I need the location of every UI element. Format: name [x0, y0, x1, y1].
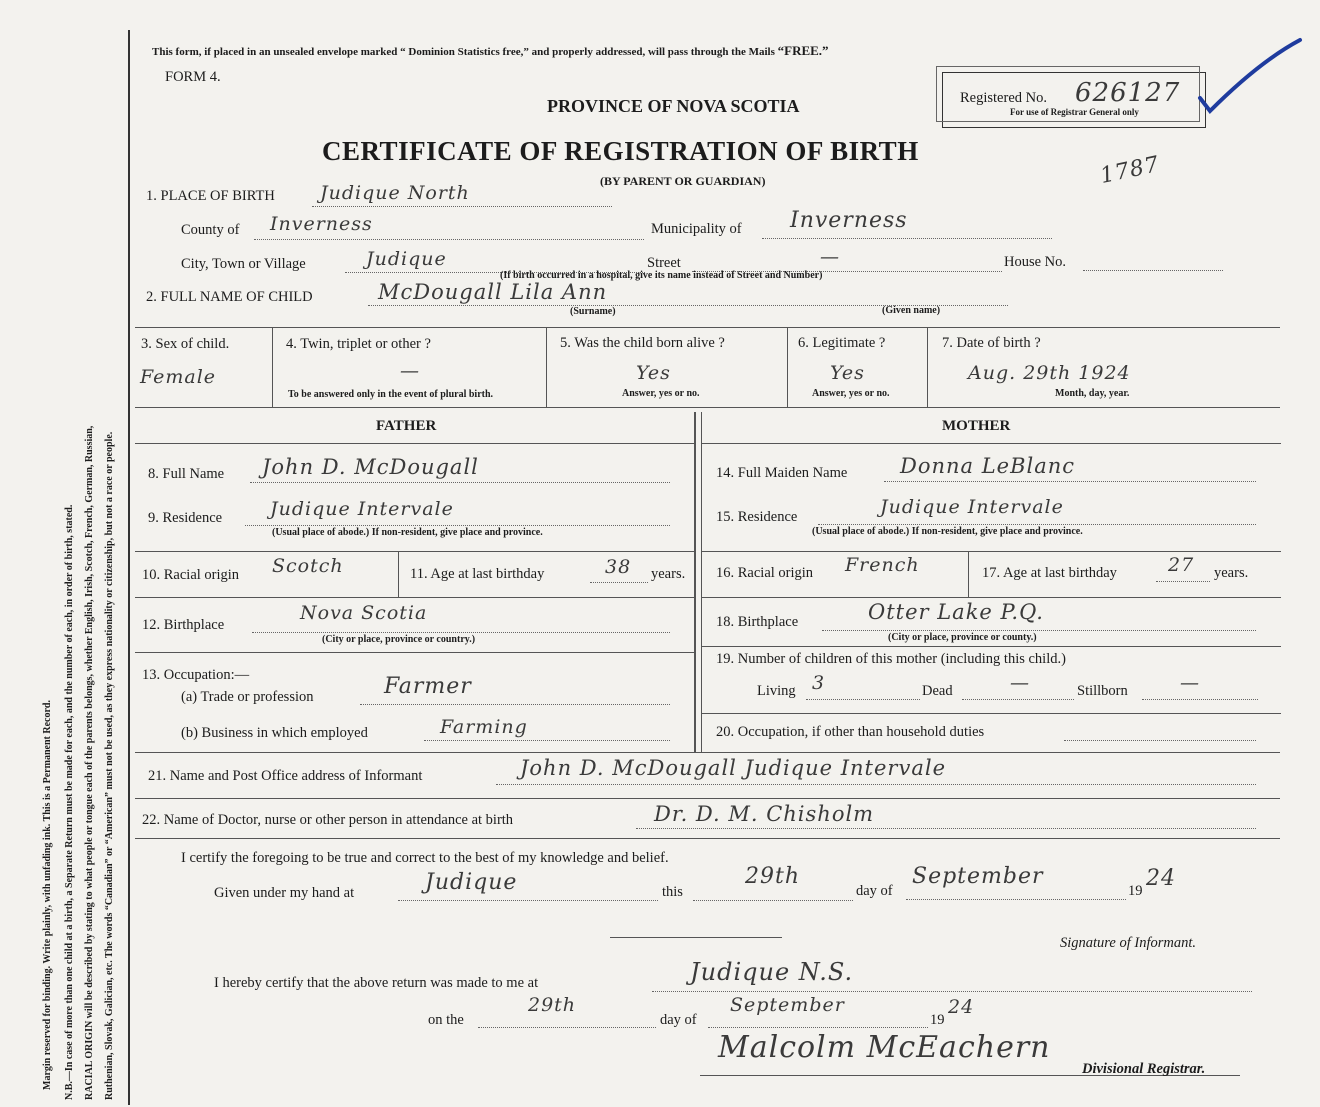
- doctor-value: Dr. D. M. Chisholm: [654, 802, 875, 826]
- father-heading: FATHER: [376, 418, 437, 434]
- dead-label: Dead: [922, 683, 953, 699]
- father-name-line: [250, 482, 670, 483]
- mother-name-label: 14. Full Maiden Name: [716, 465, 848, 481]
- alive-caption: Answer, yes or no.: [622, 388, 700, 399]
- informant-value: John D. McDougall Judique Intervale: [520, 756, 946, 780]
- mother-row-rule-2: [701, 597, 1281, 598]
- county-label: County of: [181, 222, 240, 238]
- alive-label: 5. Was the child born alive ?: [560, 335, 725, 351]
- father-row-rule-2: [135, 597, 694, 598]
- father-age-label: 11. Age at last birthday: [410, 566, 545, 582]
- given-name-caption: (Given name): [882, 305, 941, 316]
- street-value: —: [820, 246, 840, 268]
- given-place-value: Judique: [425, 870, 518, 895]
- place-of-birth-label: 1. PLACE OF BIRTH: [146, 188, 275, 204]
- given-year-prefix: 19: [1128, 883, 1143, 899]
- blue-check-mark: [1170, 36, 1310, 126]
- registrar-year-prefix: 19: [930, 1012, 945, 1028]
- informant-rule-top: [135, 752, 1280, 753]
- city-label: City, Town or Village: [181, 256, 306, 272]
- alive-value: Yes: [636, 362, 671, 384]
- twin-caption: To be answered only in the event of plural birth.: [288, 389, 494, 400]
- father-name-value: John D. McDougall: [262, 455, 479, 479]
- col-divider-3: [787, 327, 788, 407]
- given-year-value: 24: [1146, 866, 1176, 891]
- mother-age-label: 17. Age at last birthday: [982, 565, 1117, 581]
- sex-value: Female: [140, 366, 217, 388]
- dob-caption: Month, day, year.: [1055, 388, 1130, 399]
- center-divider: [694, 412, 696, 752]
- dead-value: —: [1010, 672, 1030, 694]
- informant-line: [496, 784, 1256, 785]
- house-line: [1083, 270, 1223, 271]
- municipality-line: [762, 238, 1052, 239]
- registrar-month-value: September: [730, 994, 845, 1016]
- postal-note-text: This form, if placed in an unsealed envelope marked “ Dominion Statistics free,” and properly addressed, will pass through the Mails: [152, 46, 775, 58]
- father-row-rule-3: [135, 652, 694, 653]
- mother-residence-line: [818, 524, 1256, 525]
- registrar-day-value: 29th: [528, 994, 577, 1016]
- child-name-label: 2. FULL NAME OF CHILD: [146, 289, 313, 305]
- col-divider-2: [546, 327, 547, 407]
- twin-value: —: [400, 360, 420, 382]
- mother-age-line: [1156, 581, 1210, 582]
- business-label: (b) Business in which employed: [181, 725, 368, 741]
- mother-row-rule-1: [701, 551, 1281, 552]
- trade-label: (a) Trade or profession: [181, 689, 314, 705]
- children-label: 19. Number of children of this mother (including this child.): [716, 651, 1066, 667]
- postal-note: [152, 43, 829, 59]
- mother-row-rule-4: [701, 713, 1281, 714]
- surname-caption: (Surname): [570, 306, 616, 317]
- certificate-subtitle: (BY PARENT OR GUARDIAN): [600, 174, 766, 188]
- father-age-line: [590, 582, 648, 583]
- father-birthplace-label: 12. Birthplace: [142, 617, 225, 633]
- doctor-label: 22. Name of Doctor, nurse or other person in attendance at birth: [142, 812, 514, 828]
- father-racial-value: Scotch: [272, 555, 344, 577]
- side-stamp-number: 1787: [1098, 152, 1162, 189]
- father-heading-rule: [135, 443, 694, 444]
- margin-note-4: Ruthenian, Slovak, Galician, etc. The words “Canadian” or “American” must not be used, as they express nationality or citizenship, but not a race or people.: [104, 431, 115, 1100]
- registrar-use-note: For use of Registrar General only: [1010, 107, 1139, 117]
- given-place-line: [398, 900, 658, 901]
- father-name-label: 8. Full Name: [148, 466, 225, 482]
- col-divider-1: [272, 327, 273, 407]
- father-age-divider: [398, 551, 399, 597]
- father-racial-label: 10. Racial origin: [142, 567, 240, 583]
- father-birthplace-value: Nova Scotia: [300, 602, 428, 624]
- certify-statement: I certify the foregoing to be true and correct to the best of my knowledge and belief.: [181, 850, 669, 866]
- doctor-line: [636, 828, 1256, 829]
- margin-note-3: RACIAL ORIGIN will be described by stating to what people or tongue each of the parents belongs, whether English, Irish, Scotch, French, German, Russian,: [84, 425, 95, 1100]
- mother-row-rule-3: [701, 646, 1281, 647]
- mother-occupation-label: 20. Occupation, if other than household duties: [716, 724, 985, 740]
- father-residence-caption: (Usual place of abode.) If non-resident, give place and province.: [272, 527, 543, 538]
- registrar-place-line: [652, 991, 1252, 992]
- on-the-label: on the: [428, 1012, 464, 1028]
- mother-occupation-line: [1064, 740, 1256, 741]
- mother-birthplace-line: [822, 630, 1256, 631]
- mother-residence-label: 15. Residence: [716, 509, 798, 525]
- municipality-label: Municipality of: [651, 221, 742, 237]
- mother-name-value: Donna LeBlanc: [900, 454, 1076, 478]
- mother-age-divider: [968, 551, 969, 597]
- registrar-year-value: 24: [948, 996, 975, 1018]
- given-day-value: 29th: [745, 864, 801, 889]
- this-label: this: [662, 884, 683, 900]
- stillborn-line: [1142, 699, 1258, 700]
- child-name-value: McDougall Lila Ann: [378, 280, 608, 304]
- registered-label: Registered No.: [960, 90, 1047, 106]
- given-day-line: [693, 900, 853, 901]
- living-value: 3: [812, 672, 826, 694]
- city-value: Judique: [366, 248, 447, 270]
- mother-birthplace-label: 18. Birthplace: [716, 614, 799, 630]
- registrar-caption: Divisional Registrar.: [1082, 1061, 1206, 1077]
- row-divider-bottom: [135, 407, 1280, 408]
- father-residence-value: Judique Intervale: [270, 498, 454, 520]
- mother-age-unit: years.: [1214, 565, 1249, 581]
- father-birthplace-line: [252, 632, 670, 633]
- place-of-birth-value: Judique North: [320, 182, 470, 204]
- form-number: FORM 4.: [165, 69, 221, 85]
- registrar-place-value: Judique N.S.: [690, 958, 854, 986]
- mother-birthplace-caption: (City or place, province or county.): [888, 632, 1037, 643]
- registrar-signature: Malcolm McEachern: [718, 1030, 1051, 1065]
- doctor-rule-bottom: [135, 838, 1280, 839]
- mother-heading: MOTHER: [942, 418, 1011, 434]
- father-row-rule-1: [135, 551, 694, 552]
- informant-signature-caption: Signature of Informant.: [1060, 935, 1197, 951]
- occupation-label: 13. Occupation:—: [142, 667, 250, 683]
- hospital-note: (If birth occurred in a hospital, give its name instead of Street and Number): [500, 270, 823, 281]
- dob-value: Aug. 29th 1924: [968, 362, 1131, 384]
- living-line: [806, 699, 920, 700]
- house-label: House No.: [1004, 254, 1067, 270]
- province-heading: PROVINCE OF NOVA SCOTIA: [547, 96, 800, 116]
- legitimate-label: 6. Legitimate ?: [798, 335, 886, 351]
- informant-signature-line: [610, 937, 782, 938]
- mother-racial-label: 16. Racial origin: [716, 565, 814, 581]
- mother-heading-rule: [701, 443, 1281, 444]
- place-of-birth-line: [312, 206, 612, 207]
- informant-label: 21. Name and Post Office address of Informant: [148, 768, 423, 784]
- given-month-value: September: [912, 864, 1044, 889]
- sex-label: 3. Sex of child.: [141, 336, 230, 352]
- stillborn-value: —: [1180, 672, 1200, 694]
- postal-note-free: “FREE.”: [777, 43, 829, 58]
- row-divider-top: [135, 327, 1280, 328]
- dob-label: 7. Date of birth ?: [942, 335, 1041, 351]
- certificate-title: CERTIFICATE OF REGISTRATION OF BIRTH: [322, 136, 919, 166]
- father-age-unit: years.: [651, 566, 686, 582]
- given-month-line: [906, 899, 1126, 900]
- binding-margin-line: [128, 30, 130, 1105]
- father-residence-line: [245, 525, 670, 526]
- margin-note-2: N.B.—In case of more than one child at a birth, a Separate Return must be made for each, and the number of each, in order of birth, stated.: [64, 504, 75, 1100]
- mother-residence-caption: (Usual place of abode.) If non-resident, give place and province.: [812, 526, 1083, 537]
- mother-racial-value: French: [845, 554, 920, 576]
- given-label: Given under my hand at: [214, 885, 355, 901]
- mother-name-line: [884, 481, 1256, 482]
- father-residence-label: 9. Residence: [148, 510, 223, 526]
- trade-line: [360, 704, 670, 705]
- trade-value: Farmer: [384, 674, 472, 699]
- mother-residence-value: Judique Intervale: [880, 496, 1064, 518]
- registrar-statement: I hereby certify that the above return was made to me at: [214, 975, 539, 991]
- given-day-of-label: day of: [856, 883, 893, 899]
- center-divider-inner: [701, 412, 702, 752]
- street-label: Street: [647, 255, 681, 271]
- stillborn-label: Stillborn: [1077, 683, 1128, 699]
- col-divider-4: [927, 327, 928, 407]
- father-age-value: 38: [605, 556, 632, 578]
- municipality-value: Inverness: [790, 208, 908, 233]
- registered-number: 626127: [1075, 78, 1181, 108]
- county-value: Inverness: [270, 213, 373, 235]
- margin-note-1: Margin reserved for binding. Write plainly, with unfading ink. This is a Permanent Record.: [42, 700, 53, 1090]
- registrar-month-line: [708, 1027, 928, 1028]
- legitimate-value: Yes: [830, 362, 865, 384]
- registrar-day-line: [478, 1027, 656, 1028]
- dead-line: [962, 699, 1074, 700]
- legitimate-caption: Answer, yes or no.: [812, 388, 890, 399]
- twin-label: 4. Twin, triplet or other ?: [286, 336, 431, 352]
- living-label: Living: [757, 683, 796, 699]
- business-line: [424, 740, 670, 741]
- business-value: Farming: [440, 716, 528, 738]
- county-line: [254, 239, 644, 240]
- registrar-day-of-label: day of: [660, 1012, 697, 1028]
- mother-age-value: 27: [1168, 554, 1195, 576]
- father-birthplace-caption: (City or place, province or country.): [322, 634, 476, 645]
- informant-rule-bottom: [135, 798, 1280, 799]
- mother-birthplace-value: Otter Lake P.Q.: [868, 600, 1044, 624]
